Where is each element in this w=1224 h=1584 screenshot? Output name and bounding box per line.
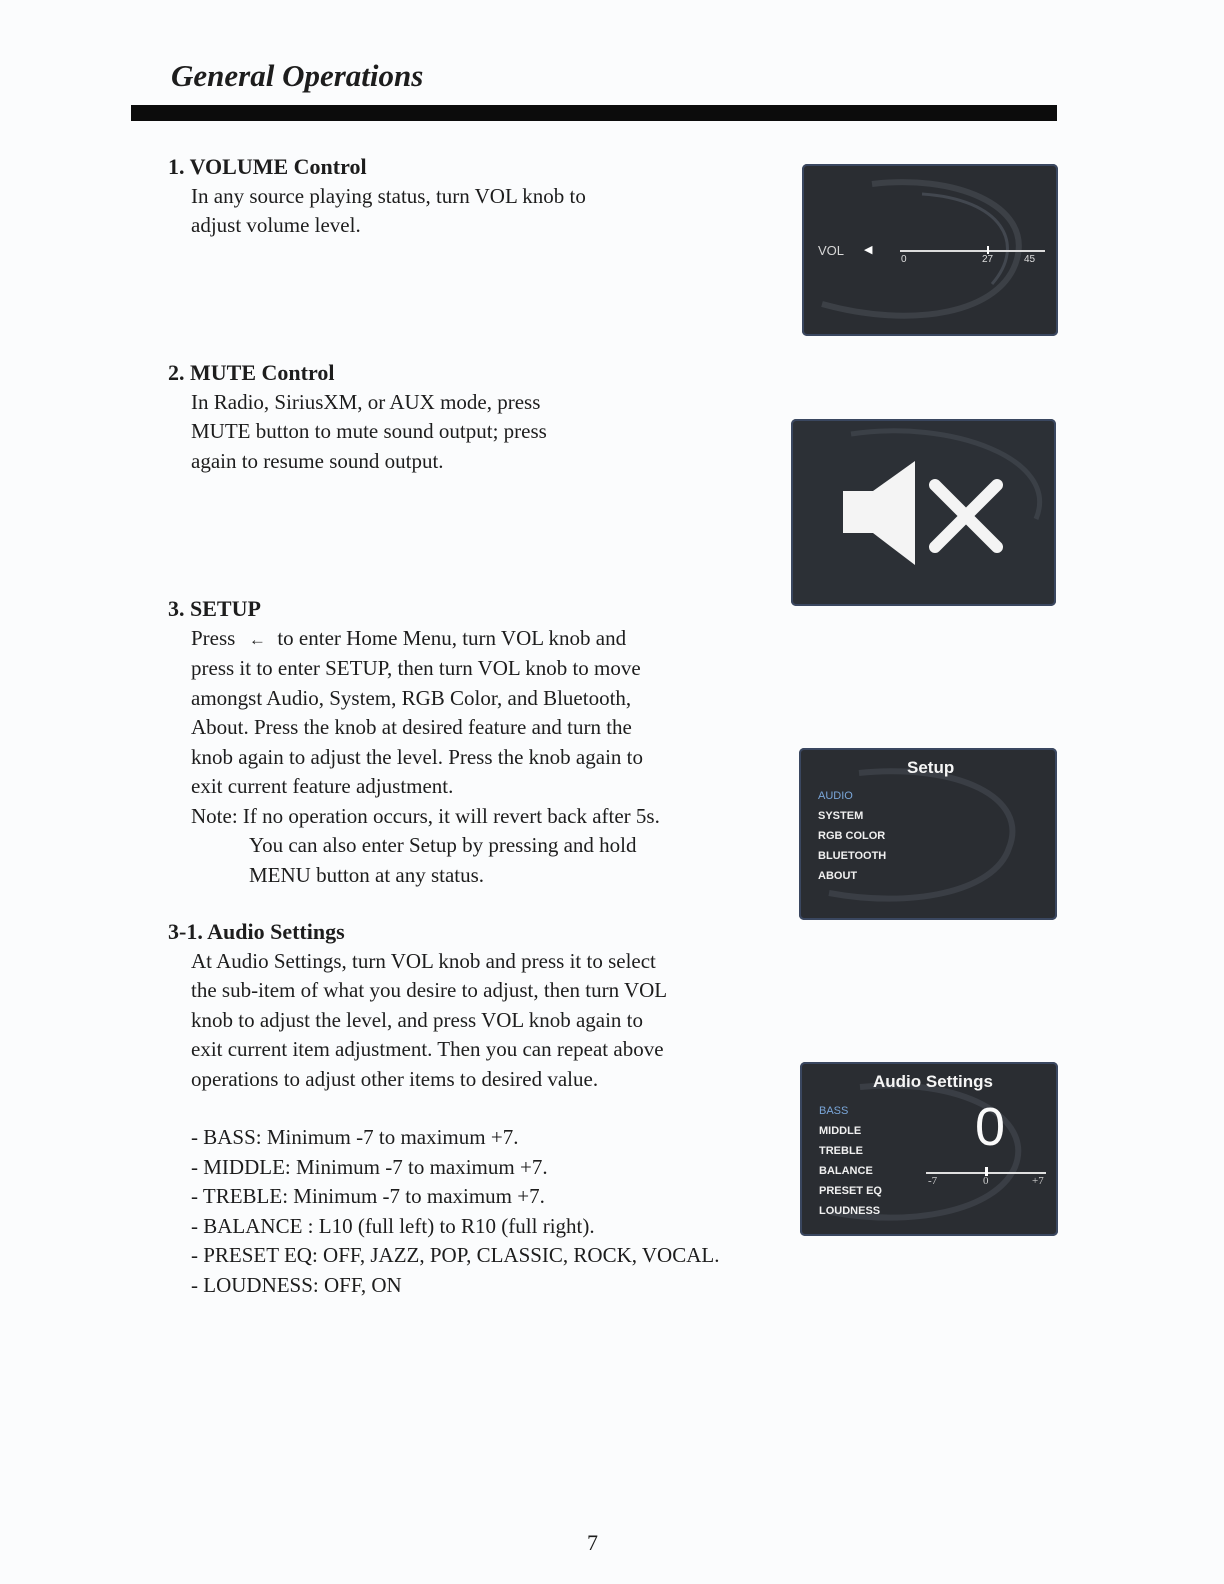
setup-text-rest: to enter Home Menu, turn VOL knob and <box>277 625 627 650</box>
audio-list-item: - BALANCE : L10 (full left) to R10 (full right). <box>191 1213 595 1238</box>
setup-section <box>168 594 798 890</box>
audio-item-middle[interactable]: MIDDLE <box>819 1125 862 1137</box>
menu-item-bluetooth[interactable]: BLUETOOTH <box>818 850 887 862</box>
setup-note-line: You can also enter Setup by pressing and hold <box>249 833 637 857</box>
mute-heading: 2. MUTE Control <box>168 360 335 385</box>
audio-center-tick: 0 <box>983 1175 989 1187</box>
audio-text-line: the sub-item of what you desire to adjust, then turn VOL <box>191 978 668 1002</box>
speaker-icon: ◀ <box>864 244 873 256</box>
page-title: General Operations <box>171 58 424 93</box>
volume-slider <box>900 250 1045 252</box>
volume-text-line: adjust volume level. <box>191 213 361 237</box>
volume-section <box>168 152 798 241</box>
audio-item-bass[interactable]: BASS <box>819 1105 849 1117</box>
setup-text-line <box>191 624 798 655</box>
audio-item-preset-eq[interactable]: PRESET EQ <box>819 1185 882 1197</box>
speaker-muted-icon <box>839 457 1014 569</box>
audio-item-treble[interactable]: TREBLE <box>819 1145 863 1157</box>
title-rule <box>131 105 1057 121</box>
audio-list-item: - BASS: Minimum -7 to maximum +7. <box>191 1125 519 1149</box>
setup-text-line: knob again to adjust the level. Press the knob again to <box>191 744 643 769</box>
volume-min-tick: 0 <box>901 254 907 265</box>
setup-text-line: amongst Audio, System, RGB Color, and Bluetooth, <box>191 685 632 710</box>
setup-text-line: press it to enter SETUP, then turn VOL knob to move <box>191 656 641 680</box>
volume-current-tick: 27 <box>982 254 994 265</box>
setup-note: Note: If no operation occurs, it will revert back after 5s. <box>191 803 660 828</box>
audio-item-balance[interactable]: BALANCE <box>819 1165 873 1177</box>
volume-heading: 1. VOLUME Control <box>168 154 367 179</box>
back-arrow-icon: ← <box>248 629 266 649</box>
audio-level-slider <box>926 1172 1046 1174</box>
audio-text-line: At Audio Settings, turn VOL knob and press it to select <box>191 948 656 973</box>
mute-section <box>168 358 798 476</box>
audio-value-display: 0 <box>974 1097 1006 1157</box>
audio-heading: 3-1. Audio Settings <box>168 919 345 944</box>
menu-item-rgb-color[interactable]: RGB COLOR <box>818 830 886 842</box>
audio-section <box>168 917 798 1300</box>
audio-text-line: knob to adjust the level, and press VOL knob again to <box>191 1007 644 1032</box>
setup-note-line: MENU button at any status. <box>249 862 485 887</box>
audio-screen-title: Audio Settings <box>873 1072 993 1091</box>
mute-text-line: MUTE button to mute sound output; press <box>191 419 547 443</box>
volume-text-line: In any source playing status, turn VOL knob to <box>191 183 586 208</box>
volume-screen <box>802 164 1058 336</box>
audio-max-tick: +7 <box>1032 1175 1044 1187</box>
audio-list-item: - MIDDLE: Minimum -7 to maximum +7. <box>191 1154 548 1179</box>
mute-text-line: In Radio, SiriusXM, or AUX mode, press <box>191 389 541 414</box>
menu-item-about[interactable]: ABOUT <box>818 870 858 882</box>
setup-heading: 3. SETUP <box>168 596 261 621</box>
volume-max-tick: 45 <box>1024 254 1036 265</box>
menu-item-audio[interactable]: AUDIO <box>818 790 853 802</box>
audio-settings-screen <box>800 1062 1058 1236</box>
mute-screen <box>791 419 1056 606</box>
page-number: 7 <box>587 1530 598 1555</box>
mute-text-line: again to resume sound output. <box>191 448 444 473</box>
audio-list-item: - LOUDNESS: OFF, ON <box>191 1272 402 1297</box>
audio-min-tick: -7 <box>928 1175 938 1187</box>
setup-text-line: About. Press the knob at desired feature and turn the <box>191 715 632 739</box>
audio-text-line: exit current item adjustment. Then you can repeat above <box>191 1037 664 1061</box>
audio-list-item: - PRESET EQ: OFF, JAZZ, POP, CLASSIC, ROCK, VOCAL. <box>191 1243 720 1267</box>
audio-text-line: operations to adjust other items to desired value. <box>191 1066 599 1091</box>
audio-list-item: - TREBLE: Minimum -7 to maximum +7. <box>191 1184 545 1208</box>
setup-screen <box>799 748 1057 920</box>
setup-screen-title: Setup <box>907 758 955 777</box>
vol-label: VOL <box>818 243 845 258</box>
menu-item-system[interactable]: SYSTEM <box>818 810 864 822</box>
setup-text-line: exit current feature adjustment. <box>191 774 454 798</box>
volume-thumb <box>987 246 989 254</box>
audio-item-loudness[interactable]: LOUDNESS <box>819 1205 881 1217</box>
setup-text-press: Press <box>191 625 236 650</box>
